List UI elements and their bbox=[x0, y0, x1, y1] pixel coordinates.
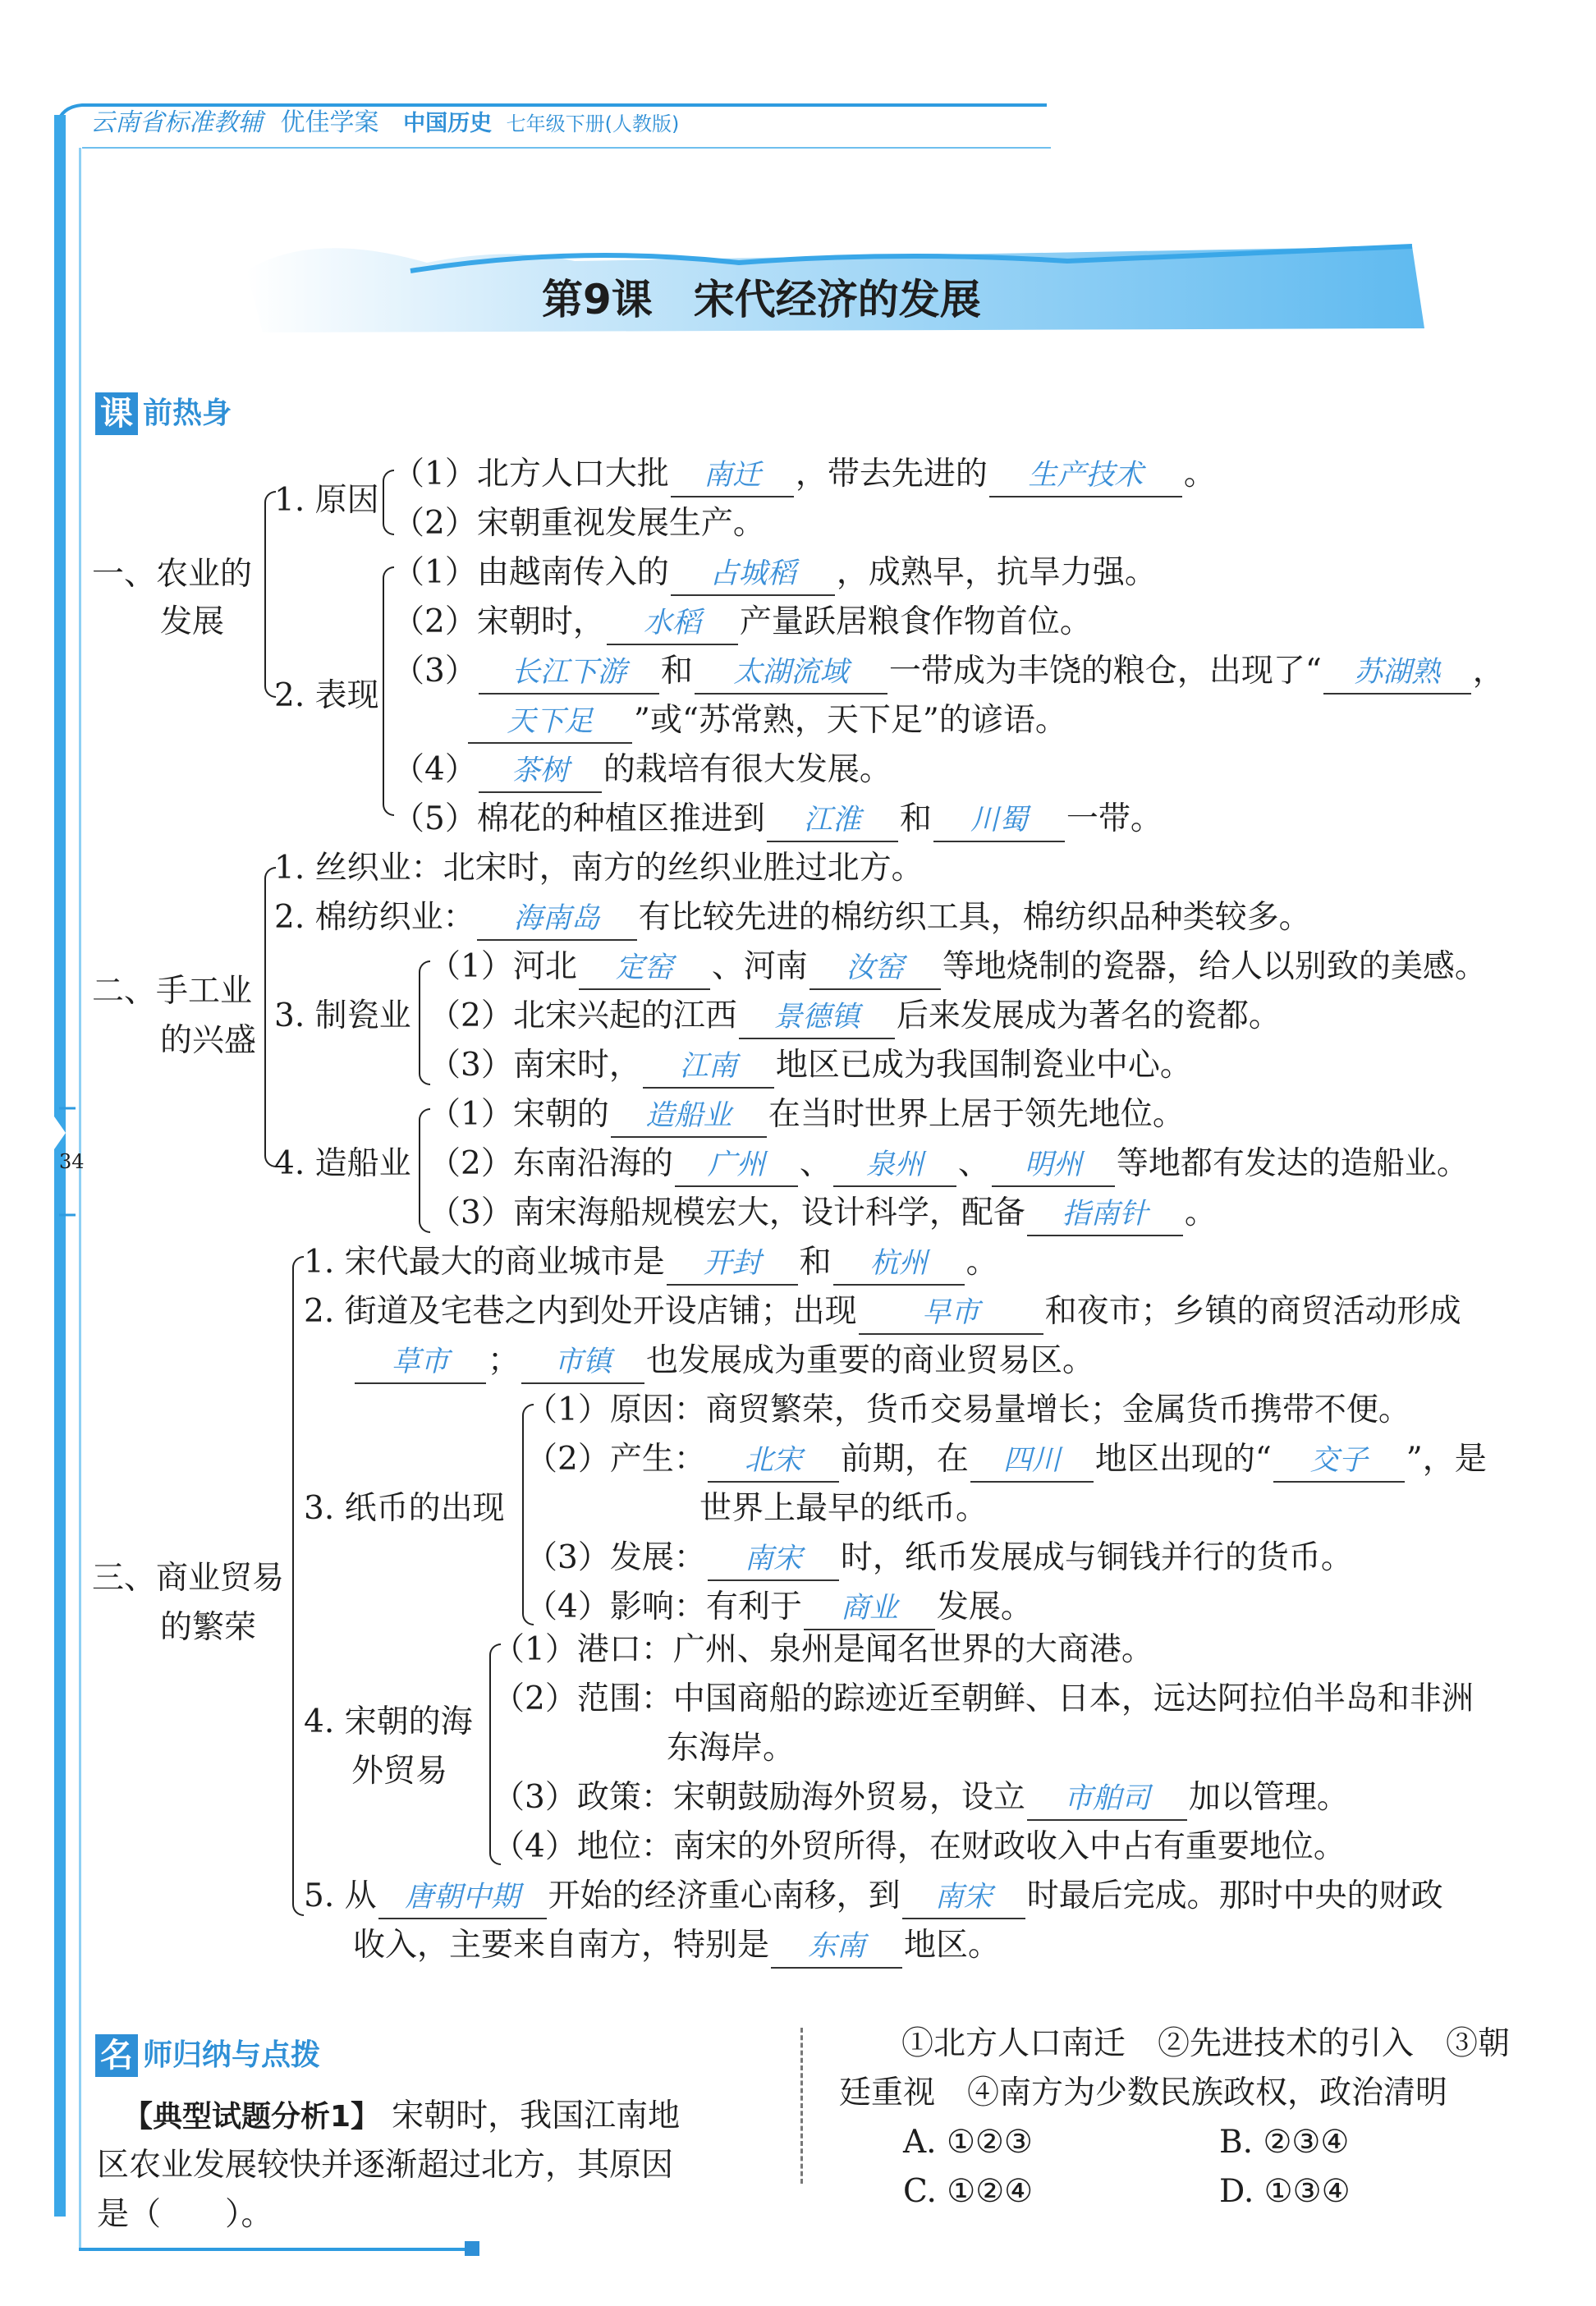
blank-kaifeng: 开封 bbox=[667, 1243, 798, 1286]
agri-p3-cont: 天下足 ”或“苏常熟，天下足”的谚语。 bbox=[466, 698, 1067, 744]
example-statements-1: ①北方人口南迁 ②先进技术的引入 ③朝 bbox=[901, 2025, 1511, 2062]
blank-guangzhou: 广州 bbox=[675, 1144, 798, 1187]
header-brand: 优佳学案 bbox=[280, 108, 379, 137]
example-tag: 【典型试题分析1】 bbox=[123, 2100, 381, 2134]
craft-head-1: 二、手工业 bbox=[92, 973, 253, 1010]
craft-ship-label: 4. 造船业 bbox=[274, 1145, 411, 1182]
trade-o2-cont: 东海岸。 bbox=[667, 1730, 796, 1767]
craft-z2: （2）北宋兴起的江西 景德镇 后来发展成为著名的瓷都。 bbox=[429, 993, 1281, 1039]
blank-chashu: 茶树 bbox=[479, 750, 602, 793]
trade-m2: （2）产生： 北宋 前期，在 四川 地区出现的“ 交子 ”，是 bbox=[525, 1437, 1487, 1483]
agri-r2: （2）宋朝重视发展生产。 bbox=[392, 505, 765, 542]
agri-p3: （3） 长江下游 和 太湖流域 一带成为丰饶的粮仓，出现了“ 苏湖熟 ， bbox=[392, 649, 1505, 695]
blank-jiangnan: 江南 bbox=[643, 1046, 774, 1089]
blank-suhushu: 苏湖熟 bbox=[1323, 652, 1471, 695]
agri-head-2: 发展 bbox=[160, 603, 225, 640]
blank-tangchaozhongqi: 唐朝中期 bbox=[378, 1877, 547, 1919]
trade-sea-label-2: 外贸易 bbox=[351, 1753, 448, 1790]
blank-chuanshu: 川蜀 bbox=[933, 800, 1065, 842]
example-line-1: 【典型试题分析1】 宋朝时，我国江南地 bbox=[123, 2097, 681, 2134]
blank-zhanchengdao: 占城稻 bbox=[671, 553, 835, 596]
blank-mingzhou: 明州 bbox=[992, 1144, 1115, 1187]
blank-hangzhou: 杭州 bbox=[833, 1243, 965, 1286]
blank-dongnan: 东南 bbox=[771, 1926, 902, 1969]
trade-m3: （3）发展： 南宋 时，纸币发展成与铜钱并行的货币。 bbox=[525, 1535, 1353, 1581]
blank-sichuan: 四川 bbox=[970, 1440, 1094, 1483]
header-subject: 中国历史 bbox=[403, 111, 493, 136]
page-title: 第9课 宋代经济的发展 bbox=[542, 276, 981, 323]
section-title-teacher: 师归纳与点拨 bbox=[143, 2038, 321, 2072]
craft-z3: （3）南宋时， 江南 地区已成为我国制瓷业中心。 bbox=[429, 1043, 1192, 1089]
option-b[interactable]: B. ②③④ bbox=[1219, 2124, 1350, 2161]
blank-nanqian: 南迁 bbox=[671, 455, 794, 497]
blank-shangye: 商业 bbox=[804, 1588, 935, 1630]
header-series: 云南省标准教辅 bbox=[90, 108, 263, 137]
craft-silk: 1. 丝织业：北宋时，南方的丝织业胜过北方。 bbox=[274, 850, 924, 887]
blank-shuidao: 水稻 bbox=[607, 603, 738, 645]
trade-m4: （4）影响：有利于 商业 发展。 bbox=[525, 1584, 1033, 1630]
blank-beisong: 北宋 bbox=[708, 1440, 839, 1483]
option-c[interactable]: C. ①②④ bbox=[903, 2173, 1034, 2210]
example-statements-2: 廷重视 ④南方为少数民族政权，政治清明 bbox=[839, 2074, 1448, 2111]
blank-zaoshi: 早市 bbox=[859, 1292, 1043, 1335]
example-line-3: 是（ ）。 bbox=[97, 2196, 273, 2233]
trade-o1: （1）港口：广州、泉州是闻名世界的大商港。 bbox=[493, 1631, 1153, 1668]
blank-tianxiazu: 天下足 bbox=[468, 701, 632, 744]
trade-t2: 2. 街道及宅巷之内到处开设店铺；出现 早市 和夜市；乡镇的商贸活动形成 bbox=[304, 1289, 1461, 1335]
trade-m2-cont: 世界上最早的纸币。 bbox=[699, 1490, 988, 1527]
agri-reason-label: 1. 原因 bbox=[274, 482, 379, 519]
agri-p2: （2）宋朝时， 水稻 产量跃居粮食作物首位。 bbox=[392, 599, 1092, 645]
blank-shengchanjishu: 生产技术 bbox=[989, 455, 1182, 497]
blank-nansong: 南宋 bbox=[708, 1538, 839, 1581]
agri-p1: （1）由越南传入的 占城稻 ，成熟早，抗旱力强。 bbox=[392, 550, 1157, 596]
craft-porcelain-label: 3. 制瓷业 bbox=[274, 997, 411, 1034]
blank-hainandao: 海南岛 bbox=[477, 898, 637, 941]
option-d[interactable]: D. ①③④ bbox=[1219, 2173, 1351, 2210]
blank-jingdezhen: 景德镇 bbox=[739, 997, 895, 1039]
agri-perf-label: 2. 表现 bbox=[274, 677, 379, 714]
craft-cotton: 2. 棉纺织业： 海南岛 有比较先进的棉纺织工具，棉纺织品种类较多。 bbox=[274, 895, 1311, 941]
header-grade: 七年级下册(人教版) bbox=[506, 112, 680, 135]
craft-z1: （1）河北 定窑 、河南 汝窑 等地烧制的瓷器，给人以别致的美感。 bbox=[429, 944, 1487, 990]
example-line-2: 区农业发展较快并逐渐超过北方，其原因 bbox=[97, 2147, 674, 2184]
blank-zhinanzhen: 指南针 bbox=[1027, 1194, 1183, 1236]
blank-dingyao: 定窑 bbox=[579, 947, 710, 990]
blank-ruyao: 汝窑 bbox=[809, 947, 941, 990]
section-icon-ke: 课 bbox=[95, 392, 138, 435]
option-a[interactable]: A. ①②③ bbox=[903, 2124, 1033, 2161]
trade-m1: （1）原因：商贸繁荣，货币交易量增长；金属货币携带不便。 bbox=[525, 1391, 1410, 1428]
blank-jiaozi: 交子 bbox=[1273, 1440, 1405, 1483]
agri-head-1: 一、农业的 bbox=[92, 556, 253, 593]
trade-head-1: 三、商业贸易 bbox=[92, 1560, 285, 1597]
trade-sea-label-1: 4. 宋朝的海 bbox=[304, 1703, 473, 1740]
craft-s1: （1）宋朝的 造船业 在当时世界上居于领先地位。 bbox=[429, 1092, 1185, 1138]
trade-brace bbox=[292, 1256, 304, 1916]
agri-p4: （4） 茶树 的栽培有很大发展。 bbox=[392, 747, 892, 793]
column-divider bbox=[800, 2028, 803, 2184]
blank-shizhen: 市镇 bbox=[521, 1341, 644, 1384]
blank-shibosi: 市舶司 bbox=[1027, 1778, 1187, 1821]
section-icon-ming: 名 bbox=[95, 2034, 138, 2077]
trade-o3: （3）政策：宋朝鼓励海外贸易，设立 市舶司 加以管理。 bbox=[493, 1775, 1349, 1821]
section-title-prep: 前热身 bbox=[143, 397, 232, 430]
page-number: 34 bbox=[59, 1150, 85, 1173]
agri-r1: （1）北方人口大批 南迁 ，带去先进的 生产技术 。 bbox=[392, 452, 1216, 497]
blank-taihuliuyu: 太湖流域 bbox=[695, 652, 887, 695]
craft-head-2: 的兴盛 bbox=[160, 1022, 257, 1059]
blank-quanzhou: 泉州 bbox=[833, 1144, 956, 1187]
blank-caoshi: 草市 bbox=[355, 1341, 486, 1384]
agri-p5: （5）棉花的种植区推进到 江淮 和 川蜀 一带。 bbox=[392, 796, 1163, 842]
trade-t1: 1. 宋代最大的商业城市是 开封 和 杭州 。 bbox=[304, 1240, 998, 1286]
trade-o4: （4）地位：南宋的外贸所得，在财政收入中占有重要地位。 bbox=[493, 1828, 1346, 1865]
trade-o2: （2）范围：中国商船的踪迹近至朝鲜、日本，远达阿拉伯半岛和非洲 bbox=[493, 1680, 1474, 1717]
blank-jianghuai: 江淮 bbox=[767, 800, 898, 842]
trade-t5-cont: 收入，主要来自南方，特别是 东南 地区。 bbox=[353, 1923, 1000, 1969]
trade-head-2: 的繁荣 bbox=[160, 1609, 257, 1646]
trade-t5: 5. 从 唐朝中期 开始的经济重心南移，到 南宋 时最后完成。那时中央的财政 bbox=[304, 1873, 1443, 1919]
blank-changjiangxiayou: 长江下游 bbox=[479, 652, 659, 695]
blank-zaochuanye: 造船业 bbox=[611, 1095, 767, 1138]
trade-paper-label: 3. 纸币的出现 bbox=[304, 1490, 505, 1527]
blank-nansong-2: 南宋 bbox=[902, 1877, 1025, 1919]
trade-t2-cont: 草市 ； 市镇 也发展成为重要的商业贸易区。 bbox=[353, 1338, 1094, 1384]
craft-s3: （3）南宋海船规模宏大，设计科学，配备 指南针 。 bbox=[429, 1190, 1217, 1236]
craft-s2: （2）东南沿海的 广州 、 泉州 、 明州 等地都有发达的造船业。 bbox=[429, 1141, 1469, 1187]
